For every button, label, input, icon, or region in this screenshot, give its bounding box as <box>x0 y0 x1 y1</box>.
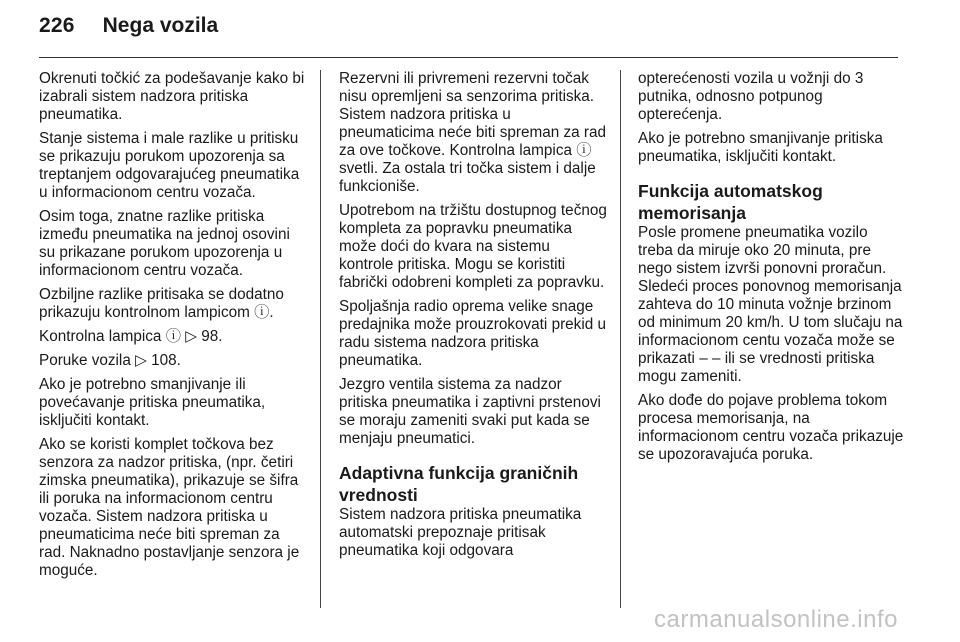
header-rule <box>39 57 898 58</box>
subsection-heading-adaptive: Adaptivna funkcija graničnih vrednosti <box>339 463 579 505</box>
paragraph: Ako se koristi komplet točkova bez senzora za nadzor pritiska, (npr. četiri zimska pneumatika), prikazuje se šifra ili poruka na informacionom centru vozača. Sistem nadzora pritiska u pneumaticima neće biti spreman za rad. Naknadno postavljanje senzora je moguće. <box>39 436 300 579</box>
cross-reference-warning-lamp: Kontrolna lampica ⓘ ▷ 98. <box>39 328 223 345</box>
cross-reference-vehicle-messages: Poruke vozila ▷ 108. <box>39 352 181 369</box>
column-3 <box>638 70 906 470</box>
column-2 <box>339 70 607 566</box>
watermark: carmanualsonline.info <box>654 606 898 633</box>
page-number: 226 <box>39 14 75 37</box>
page-header <box>39 14 218 48</box>
paragraph: Ozbiljne razlike pritisaka se dodatno prikazuju kontrolnom lampicom ⓘ. <box>39 286 284 321</box>
paragraph: Rezervni ili privremeni rezervni točak nisu opremljeni sa senzorima pritiska. Sistem nadzora pritiska u pneumaticima neće biti spreman za rad za ove točkove. Kontrolna lampica ⓘ svetli. Za ostala tri točka sistem i dalje funkcioniše. <box>339 70 606 195</box>
paragraph: Upotrebom na tržištu dostupnog tečnog kompleta za popravku pneumatika može doći do kvara na sistemu kontrole pritiska. Mogu se koristiti fabrički odobreni kompleti za popravku. <box>339 202 607 291</box>
column-divider <box>620 70 621 608</box>
section-title: Nega vozila <box>102 14 219 37</box>
paragraph: Sistem nadzora pritiska pneumatika automatski prepoznaje pritisak pneumatika koji odgovara <box>339 506 582 559</box>
paragraph: Posle promene pneumatika vozilo treba da miruje oko 20 minuta, pre nego sistem izvrši ponovni proračun. Sledeći proces ponovnog memorisanja zahteva do 10 minuta vožnje brzinom od minimum 20 km/h. U tom slučaju na informacionom centu vozača može se prikazati – – ili se vrednosti pritiska mogu zameniti. <box>638 224 903 385</box>
column-1 <box>39 70 307 586</box>
paragraph: Spoljašnja radio oprema velike snage predajnika može prouzrokovati prekid u radu sistema nadzora pritiska pneumatika. <box>339 298 606 369</box>
column-divider <box>320 70 321 608</box>
paragraph: Jezgro ventila sistema za nadzor pritiska pneumatika i zaptivni prstenovi se moraju zameniti svaki put kada se menjaju pneumatici. <box>339 376 601 447</box>
paragraph: Okrenuti točkić za podešavanje kako bi izabrali sistem nadzora pritiska pneumatika. <box>39 70 305 123</box>
paragraph: Ako je potrebno smanjivanje pritiska pneumatika, isključiti kontakt. <box>638 130 883 165</box>
paragraph: Ako dođe do pojave problema tokom procesa memorisanja, na informacionom centru vozača prikazuje se upozoravajuća poruka. <box>638 392 904 463</box>
paragraph: Ako je potrebno smanjivanje ili povećavanje pritiska pneumatika, isključiti kontakt. <box>39 376 266 429</box>
paragraph: opterećenosti vozila u vožnji do 3 putnika, odnosno potpunog opterećenja. <box>638 70 864 123</box>
subsection-heading-auto-memorize: Funkcija automatskog memorisanja <box>638 181 823 223</box>
paragraph: Osim toga, znatne razlike pritiska između pneumatika na jednoj osovini su prikazane porukom upozorenja u informacionom centru vozača. <box>39 208 290 279</box>
paragraph: Stanje sistema i male razlike u pritisku se prikazuju porukom upozorenja sa treptanjem odgovarajućeg pneumatika u informacionom centru vozača. <box>39 130 300 201</box>
